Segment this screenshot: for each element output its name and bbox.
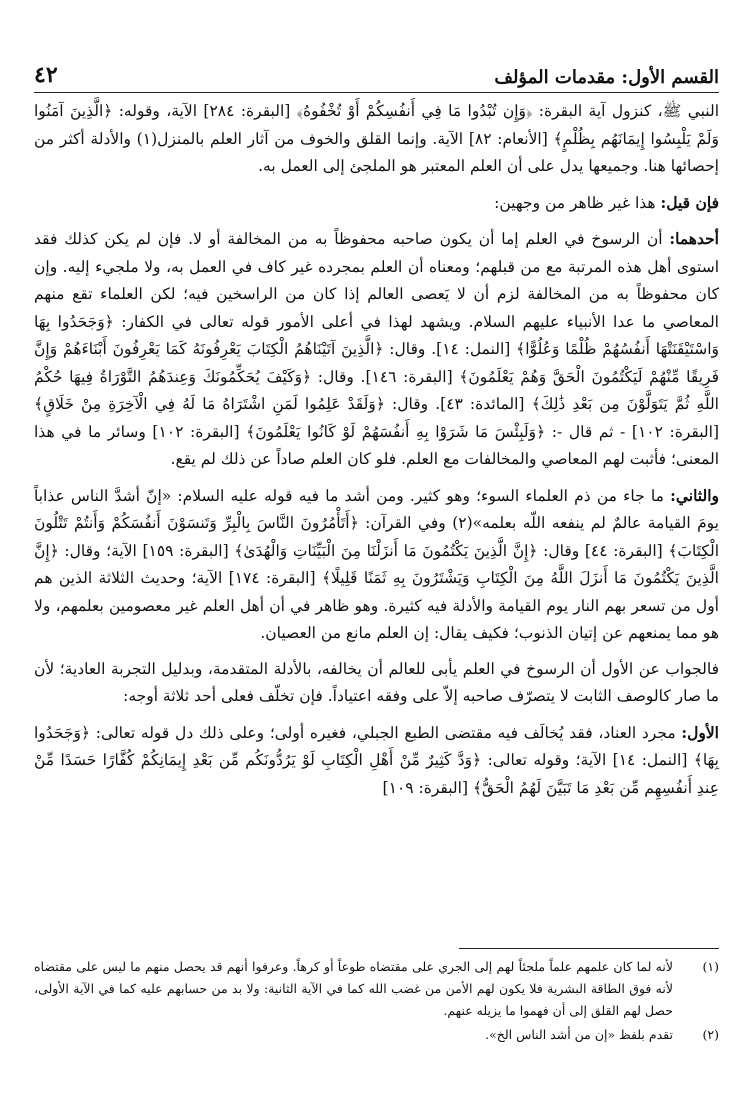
second-aspect-lead: والثاني: bbox=[670, 485, 719, 505]
first-reason-lead: الأول: bbox=[681, 722, 719, 742]
paragraph-first-reason bbox=[34, 719, 719, 803]
paragraph-answer: فالجواب عن الأول أن الرسوخ في العلم يأبى للعالم أن يخالفه، بالأدلة المتقدمة، وبدليل التجربة العادية؛ لأن ما صار كالوصف الثابت لا يتصرّف صاحبه إلاّ على وفقه اعتياداً. فإن تخلّف فعلى أحد ثلاثة أوجه: bbox=[34, 659, 719, 705]
footnote bbox=[34, 1024, 719, 1046]
footnote-divider bbox=[459, 948, 719, 949]
paragraph-intro: النبي ﷺ، كنزول آية البقرة: ﴿وَإِن تُبْدُوا مَا فِي أَنفُسِكُمْ أَوْ تُخْفُوهُ﴾ [البقرة: ٢٨٤] الآية، وقوله: ﴿الَّذِينَ آمَنُوا وَلَمْ يَلْبِسُوا إِيمَانَهُم بِظُلْمٍ﴾ [الأنعام: ٨٢] الآية. وإنما القلق والخوف من آثار العلم بالمنزل(١) والأدلة أكثر من إحصائها هنا. وجميعها يدل على أن العلم المعتبر هو الملجئ إلى العمل به. bbox=[34, 102, 720, 175]
paragraph-first-aspect bbox=[34, 225, 719, 474]
page-number: ٤٢ bbox=[34, 62, 58, 88]
main-text bbox=[34, 98, 719, 810]
footnote-number: (٢) bbox=[702, 1027, 719, 1042]
first-reason-text: مجرد العناد، فقد يُخالَف فيه مقتضى الطبع الجبلي، فغيره أولى؛ وعلى ذلك دل قوله تعالى: ﴿وَجَحَدُوا بِهَا﴾ [النمل: ١٤] الآية؛ وقوله تعالى: ﴿وَدَّ كَثِيرٌ مِّنْ أَهْلِ الْكِتَابِ لَوْ يَرُدُّونَكُم مِّن بَعْدِ إِيمَانِكُمْ كُفَّارًا حَسَدًا مِّنْ عِندِ أَنفُسِهِم مِّن بَعْدِ مَا تَبَيَّنَ لَهُمُ الْحَقُّ﴾ [البقرة: ١٠٩] bbox=[34, 723, 719, 797]
objection-lead: فإن قيل: bbox=[660, 192, 719, 212]
first-aspect-lead: أحدهما: bbox=[669, 229, 719, 248]
footnotes bbox=[34, 956, 719, 1048]
paragraph-second-aspect bbox=[34, 482, 719, 648]
footnote-text: تقدم بلفظ «إن من أشد الناس الخ». bbox=[485, 1027, 673, 1042]
paragraph-objection bbox=[34, 189, 719, 218]
objection-text: هذا غير ظاهر من وجهين: bbox=[494, 193, 661, 212]
first-aspect-text: أن الرسوخ في العلم إما أن يكون صاحبه محفوظاً به من المخالفة أو لا. فإن لم يكن كذلك فقد استوى أهل هذه المرتبة مع من قبلهم؛ ومعناه أن العلم بمجرده غير كاف في العمل به، ولا ملجيء إليه. وإن كان محفوظاً به من المخالفة لزم أن لا يَعصى العالم إذا كان من الراسخين فيه؛ لكن العلماء تقع منهم المعاصي ما عدا الأنبياء عليهم السلام. ويشهد لهذا في أعلى الأمور قوله تعالى في الكفار: ﴿وَجَحَدُوا بِهَا وَاسْتَيْقَنَتْهَا أَنفُسُهُمْ ظُلْمًا وَعُلُوًّا﴾ [النمل: ١٤]. وقال: ﴿الَّذِينَ آتَيْنَاهُمُ الْكِتَابَ يَعْرِفُونَهُ كَمَا يَعْرِفُونَ أَبْنَاءَهُمْ وَإِنَّ فَرِيقًا مِّنْهُمْ لَيَكْتُمُونَ الْحَقَّ وَهُمْ يَعْلَمُونَ﴾ [البقرة: ١٤٦]. وقال: ﴿وَكَيْفَ يُحَكِّمُونَكَ وَعِندَهُمُ التَّوْرَاةُ فِيهَا حُكْمُ اللَّهِ ثُمَّ يَتَوَلَّوْنَ مِن بَعْدِ ذَٰلِكَ﴾ [المائدة: ٤٣]. وقال: ﴿وَلَقَدْ عَلِمُوا لَمَنِ اشْتَرَاهُ مَا لَهُ فِي الْآخِرَةِ مِنْ خَلَاقٍ﴾ [البقرة: ١٠٢] - ثم قال -: ﴿وَلَبِئْسَ مَا شَرَوْا بِهِ أَنفُسَهُمْ لَوْ كَانُوا يَعْلَمُونَ﴾ [البقرة: ١٠٢] وسائر ما في هذا المعنى؛ فأثبت لهم المعاصي والمخالفات مع العلم. فلو كان العلم صاداً عن ذلك لم يقع. bbox=[34, 230, 720, 468]
page-header bbox=[34, 58, 719, 93]
footnote-number: (١) bbox=[702, 959, 719, 974]
running-head: القسم الأول: مقدمات المؤلف bbox=[494, 67, 719, 88]
second-aspect-text: ما جاء من ذم العلماء السوء؛ وهو كثير. ومن أشد ما فيه قوله عليه السلام: «إنّ أشدَّ الناس عذاباً يومَ القيامة عالمٌ لم ينفعه اللّه بعلمه»(٢) وفي القرآن: ﴿أَتَأْمُرُونَ النَّاسَ بِالْبِرِّ وَتَنسَوْنَ أَنفُسَكُمْ وَأَنتُمْ تَتْلُونَ الْكِتَابَ﴾ [البقرة: ٤٤] وقال: ﴿إِنَّ الَّذِينَ يَكْتُمُونَ مَا أَنزَلْنَا مِنَ الْبَيِّنَاتِ وَالْهُدَىٰ﴾ [البقرة: ١٥٩] الآية؛ وقال: ﴿إِنَّ الَّذِينَ يَكْتُمُونَ مَا أَنزَلَ اللَّهُ مِنَ الْكِتَابِ وَيَشْتَرُونَ بِهِ ثَمَنًا قَلِيلًا﴾ [البقرة: ١٧٤] الآية؛ وحديث الثلاثة الذين هم أول من تسعر بهم النار يوم القيامة والأدلة فيه كثيرة. وهو ظاهر في أن أهل العلم غير معصومين بعلمهم، ولا هو مما يمنعهم عن إتيان الذنوب؛ فكيف يقال: إن العلم مانع من العصيان. bbox=[34, 486, 720, 642]
footnote bbox=[34, 956, 719, 1022]
footnote-text: لأنه لما كان علمهم علماً ملجئاً لهم إلى الجري على مقتضاه طوعاً أو كرهاً. وعرفوا أنهم قد يحصل منهم ما ليس على مقتضاه لأنه فوق الطاقة البشرية فلا يكون لهم الأمن من غضب الله كما في الآية الثانية: ولا بد من حسابهم عليه كما في الآية الأولى، حصل لهم القلق إلى أن فهموا ما يزيله عنهم. bbox=[34, 959, 673, 1018]
